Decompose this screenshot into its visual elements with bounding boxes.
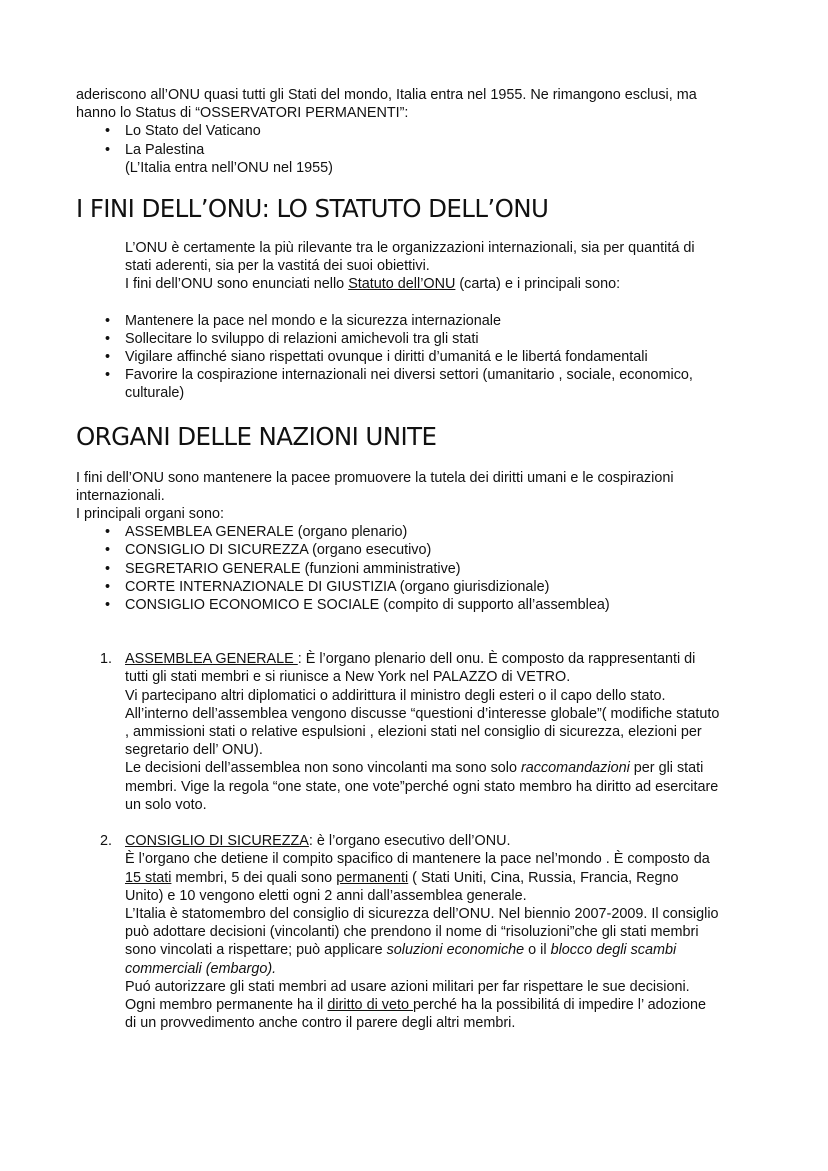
list-item: [125, 366, 766, 402]
text-run: Favorire la cospirazione internazionali nei diversi settori (umanitario , sociale, economico,: [125, 367, 693, 384]
text-run: : è l’organo esecutivo dell’ONU.: [308, 833, 511, 850]
section1-paragraph: [76, 239, 766, 294]
paragraph-line: tutti gli stati membri e si riunisce a New York nel PALAZZO di VETRO.: [125, 669, 571, 686]
intro-note: (L’Italia entra nell’ONU nel 1955): [125, 159, 333, 176]
text-run: Ogni membro permanente ha il: [125, 996, 328, 1013]
paragraph-line: [125, 275, 766, 293]
list-number: 1.: [100, 651, 113, 668]
list-number: 2.: [100, 833, 113, 850]
underlined-term: 15 stati: [125, 869, 172, 886]
list-item: • Mantenere la pace nel mondo e la sicurezza internazionale: [125, 312, 766, 330]
organi-detail-list: [76, 650, 766, 1032]
list-item-consiglio: [76, 832, 766, 1032]
section-heading-organi: ORGANI DELLE NAZIONI UNITE: [76, 421, 437, 451]
intro-line: aderiscono all’ONU quasi tutti gli Stati del mondo, Italia entra nel 1955. Ne rimangono esclusi, ma: [76, 87, 697, 103]
statuto-reference: Statuto dell’ONU: [348, 276, 456, 293]
paragraph-line: membri. Vige la regola “one state, one vote”perché ogni stato membro ha diritto ad esercitare: [125, 778, 719, 795]
paragraph-line: L’Italia è statomembro del consiglio di sicurezza dell’ONU. Nel biennio 2007-2009. Il consiglio: [125, 905, 719, 922]
list-item-assemblea: [76, 650, 766, 814]
paragraph-line: [125, 869, 766, 887]
intro-line: hanno lo Status di “OSSERVATORI PERMANENTI”:: [76, 105, 409, 122]
text-run: perché ha la possibilitá di impedire l’ adozione: [412, 996, 707, 1013]
paragraph-line: Unito) e 10 vengono eletti ogni 2 anni dall’assemblea generale.: [125, 887, 527, 904]
text-run: I fini dell’ONU sono enunciati nello: [125, 276, 349, 293]
paragraph-line: commerciali (embargo).: [125, 960, 277, 977]
list-item: • SEGRETARIO GENERALE (funzioni amministrative): [125, 560, 766, 578]
paragraph-line: All’interno dell’assemblea vengono discusse “questioni d’interesse globale”( modifiche statuto: [125, 705, 720, 722]
paragraph-line: internazionali.: [76, 487, 165, 504]
paragraph-line: Vi partecipano altri diplomatici o addirittura il ministro degli esteri o il capo dello stato.: [125, 687, 666, 704]
paragraph-line: [125, 996, 766, 1014]
section-heading-fini: I FINI DELL’ONU: LO STATUTO DELL’ONU: [76, 194, 549, 224]
list-item: • CORTE INTERNAZIONALE DI GIUSTIZIA (organo giurisdizionale): [125, 578, 766, 596]
list-item: • La Palestina: [125, 141, 766, 159]
fini-list: [76, 312, 766, 403]
paragraph-line: [125, 941, 766, 959]
observers-list: [76, 122, 766, 158]
text-run: o il: [524, 942, 551, 959]
text-run: membri, 5 dei quali sono: [171, 869, 337, 886]
text-run: : È l’organo plenario dell onu. È composto da rappresentanti di: [297, 651, 696, 668]
paragraph-line: può adottare decisioni (vincolanti) che prendono il nome di “risoluzioni”che gli stati membri: [125, 924, 699, 941]
paragraph-line: L’ONU è certamente la più rilevante tra le organizzazioni internazionali, sia per quantitá di: [125, 240, 695, 257]
list-item: • CONSIGLIO ECONOMICO E SOCIALE (compito di supporto all’assemblea): [125, 596, 766, 614]
emphasis: soluzioni economiche: [386, 942, 525, 959]
paragraph-line: I principali organi sono:: [76, 506, 224, 523]
paragraph-line: segretario dell’ ONU).: [125, 742, 263, 759]
list-item: • ASSEMBLEA GENERALE (organo plenario): [125, 523, 766, 541]
item-title: CONSIGLIO DI SICUREZZA: [125, 833, 309, 850]
list-item: • CONSIGLIO DI SICUREZZA (organo esecutivo): [125, 541, 766, 559]
item-title: ASSEMBLEA GENERALE: [125, 651, 298, 668]
paragraph-line: un solo voto.: [125, 796, 207, 813]
underlined-term: permanenti: [336, 869, 409, 886]
paragraph-line: stati aderenti, sia per la vastitá dei suoi obiettivi.: [125, 258, 430, 275]
underlined-term: diritto di veto: [327, 996, 413, 1013]
paragraph-line: Puó autorizzare gli stati membri ad usare azioni militari per far rispettare le sue decisioni.: [125, 978, 690, 995]
list-item: • Sollecitare lo sviluppo di relazioni amichevoli tra gli stati: [125, 330, 766, 348]
intro-block: [76, 86, 766, 177]
list-item: • Vigilare affinché siano rispettati ovunque i diritti d’umanitá e le libertá fondamentali: [125, 348, 766, 366]
list-item: • Lo Stato del Vaticano: [125, 122, 766, 140]
paragraph-line: È l’organo che detiene il compito spacifico di mantenere la pace nel’mondo . È composto da: [125, 851, 710, 868]
section2-intro: [76, 469, 766, 524]
organi-list: [76, 523, 766, 614]
text-run: per gli stati: [629, 760, 704, 777]
emphasis: blocco degli scambi: [550, 942, 677, 959]
paragraph-line: I fini dell’ONU sono mantenere la pacee promuovere la tutela dei diritti umani e le cospirazioni: [76, 469, 674, 486]
emphasis: raccomandazioni: [520, 760, 630, 777]
paragraph-line: [125, 759, 766, 777]
text-run: ( Stati Uniti, Cina, Russia, Francia, Regno: [408, 869, 679, 886]
paragraph-line: , ammissioni stati o relative espulsioni , elezioni stati nel consiglio di sicurezza, elezioni per: [125, 724, 702, 741]
text-run: sono vincolati a rispettare; può applicare: [125, 942, 387, 959]
paragraph-line: [125, 832, 766, 850]
text-run: culturale): [125, 385, 185, 402]
text-run: (carta) e i principali sono:: [455, 276, 621, 293]
paragraph-line: [125, 650, 766, 668]
paragraph-line: di un provvedimento anche contro il parere degli altri membri.: [125, 1015, 516, 1032]
document-page: [76, 86, 766, 1032]
text-run: Le decisioni dell’assemblea non sono vincolanti ma sono solo: [125, 760, 521, 777]
